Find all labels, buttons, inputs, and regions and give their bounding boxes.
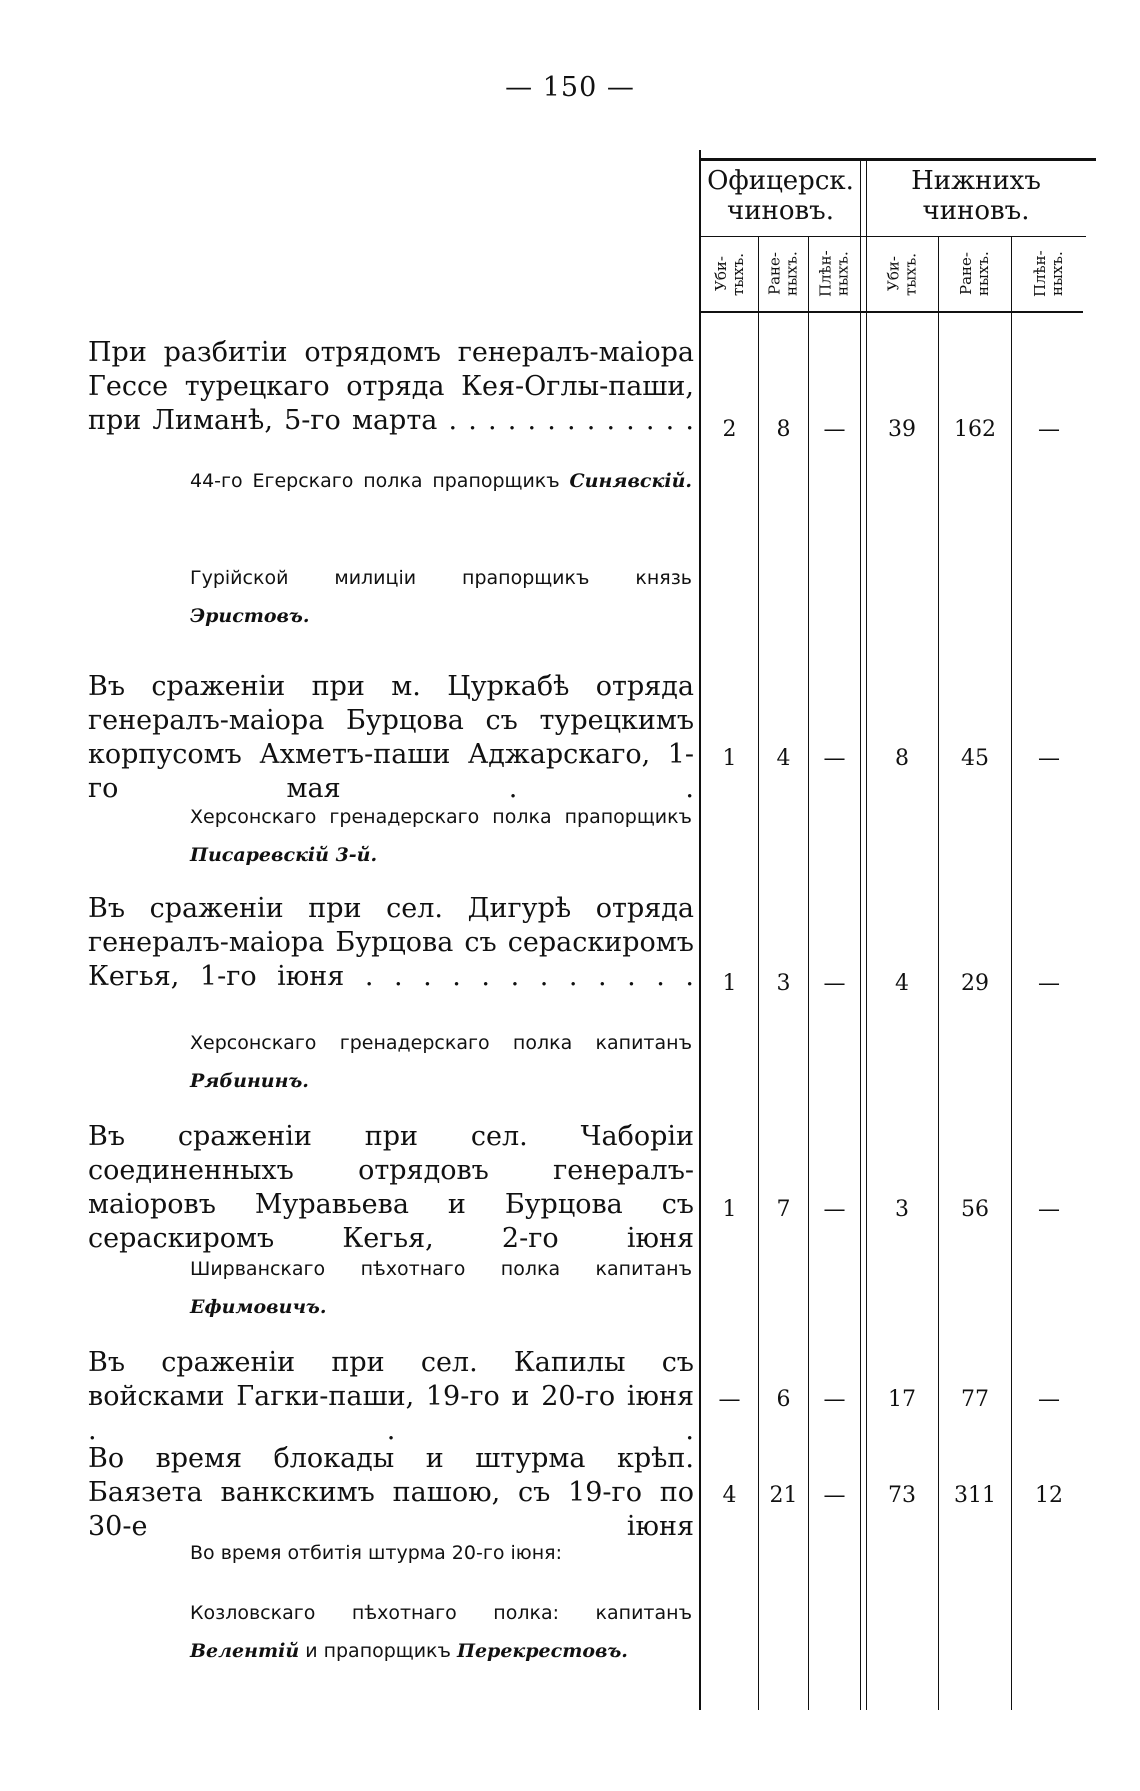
group-rule-b: [866, 160, 867, 1710]
casualty-6a-mid: и прапорщикъ: [305, 1640, 451, 1662]
row-6-lower-killed: 73: [888, 1483, 916, 1508]
col-rule-4: [938, 236, 939, 1710]
casualty-6-note: Во время отбитія штурма 20-го іюня:: [190, 1542, 563, 1564]
subheader-lower-captured: Плѣн-ныхъ.: [1031, 250, 1066, 298]
entry-1-text: При разбитіи отрядомъ генералъ-маіора Гессе турецкаго отряда Кея-Оглы-паши, при Лиманѣ, 5-го марта . . . . . . . . . . . . .: [88, 337, 694, 436]
col-rule-1: [758, 236, 759, 1710]
row-5-lower-wounded: 77: [961, 1387, 989, 1412]
row-2-lower-killed: 8: [895, 746, 909, 771]
page-number: — 150 —: [505, 72, 635, 103]
casualty-6a-name1: Велентій: [190, 1640, 300, 1662]
casualty-6a-name2: Перекрестовъ.: [457, 1640, 628, 1662]
casualty-6a-prefix: Козловскаго пѣхотнаго полка: капитанъ: [190, 1602, 692, 1624]
row-1-lower-captured: —: [1038, 417, 1060, 442]
row-2-officers-killed: 1: [722, 746, 737, 771]
row-4-officers-killed: 1: [722, 1197, 737, 1222]
table-top-rule: [700, 158, 1096, 161]
row-1-lower-killed: 39: [888, 417, 916, 442]
row-1-officers-captured: —: [823, 417, 846, 442]
col-rule-2: [808, 236, 809, 1710]
row-5-officers-captured: —: [823, 1387, 846, 1412]
casualty-4a-name: Ефимовичъ.: [190, 1296, 327, 1318]
row-3-lower-wounded: 29: [961, 971, 989, 996]
row-5-officers-killed: —: [718, 1387, 741, 1412]
row-3-officers-captured: —: [823, 971, 846, 996]
row-5-lower-captured: —: [1038, 1387, 1060, 1412]
subheader-officers-wounded: Ране-ныхъ.: [765, 251, 801, 297]
row-6-lower-wounded: 311: [954, 1483, 996, 1508]
casualty-4a-prefix: Ширванскаго пѣхотнаго полка капитанъ: [190, 1258, 692, 1280]
row-6-officers-killed: 4: [722, 1483, 737, 1508]
row-3-officers-killed: 1: [722, 971, 737, 996]
row-6-officers-captured: —: [823, 1483, 846, 1508]
row-2-lower-captured: —: [1038, 746, 1060, 771]
col-rule-5: [1011, 236, 1012, 1710]
casualty-1a: [190, 462, 692, 538]
subheader-officers-captured: Плѣн-ныхъ.: [816, 250, 852, 298]
entry-6-text: Во время блокады и штурма крѣп. Баязета ванкскимъ пашою, съ 19-го по 30-е іюня: [88, 1443, 694, 1542]
table-left-rule: [699, 150, 701, 1710]
casualty-2a-name: Писаревскій 3-й.: [190, 844, 378, 866]
entry-4-text: Въ сраженіи при сел. Чаборіи соединенныхъ отрядовъ генералъ-маіоровъ Муравьева и Бурцова съ сераскиромъ Кегья, 2-го іюня: [88, 1121, 694, 1254]
casualty-2a-prefix: Херсонскаго гренадерскаго полка прапорщикъ: [190, 806, 692, 828]
subheader-lower-wounded: Ране-ныхъ.: [957, 251, 992, 297]
row-2-lower-wounded: 45: [961, 746, 989, 771]
row-3-lower-captured: —: [1038, 971, 1060, 996]
group-rule-a: [860, 160, 861, 1710]
entry-5-text: Въ сраженіи при сел. Капилы съ войсками Гагки-паши, 19-го и 20-го іюня . . .: [88, 1347, 694, 1446]
casualty-3a-name: Рябининъ.: [190, 1070, 309, 1092]
row-6-lower-captured: 12: [1035, 1483, 1063, 1508]
row-2-officers-captured: —: [823, 746, 846, 771]
row-3-lower-killed: 4: [895, 971, 909, 996]
row-4-officers-wounded: 7: [776, 1197, 791, 1222]
casualty-1a-prefix: 44-го Егерскаго полка прапорщикъ: [190, 470, 560, 492]
row-1-officers-wounded: 8: [776, 417, 791, 442]
casualty-1a-name: Синявскій.: [569, 470, 692, 492]
row-4-lower-killed: 3: [895, 1197, 909, 1222]
row-5-lower-killed: 17: [888, 1387, 916, 1412]
row-4-lower-captured: —: [1038, 1197, 1060, 1222]
casualty-3a: [190, 1024, 692, 1100]
casualty-4a: [190, 1250, 692, 1326]
row-1-lower-wounded: 162: [954, 417, 996, 442]
row-5-officers-wounded: 6: [776, 1387, 791, 1412]
entry-3-text: Въ сраженіи при сел. Дигурѣ отряда генералъ-маіора Бурцова съ сераскиромъ Кегья, 1-го іюня . . . . . . . . . . . .: [88, 893, 694, 992]
row-4-officers-captured: —: [823, 1197, 846, 1222]
casualty-3a-prefix: Херсонскаго гренадерскаго полка капитанъ: [190, 1032, 692, 1054]
casualty-6a: [190, 1594, 692, 1670]
row-2-officers-wounded: 4: [776, 746, 791, 771]
header-lower-ranks: Нижнихъ чиновъ.: [911, 166, 1041, 226]
header-officers: Офицерск. чиновъ.: [707, 166, 854, 226]
casualty-1b-name: Эристовъ.: [190, 605, 310, 627]
row-3-officers-wounded: 3: [776, 971, 791, 996]
casualty-2a: [190, 798, 692, 874]
casualty-1b-prefix: Гурійской милиціи прапорщикъ князь: [190, 567, 692, 589]
row-6-officers-wounded: 21: [769, 1483, 798, 1508]
row-1-officers-killed: 2: [722, 417, 737, 442]
subheader-lower-killed: Уби-тыхъ.: [884, 252, 920, 296]
casualty-1b: [190, 559, 692, 635]
subheader-officers-killed: Уби-тыхъ.: [712, 252, 747, 296]
entry-2-text: Въ сраженіи при м. Цуркабѣ отряда генералъ-маіора Бурцова съ турецкимъ корпусомъ Ахметъ-паши Аджарскаго, 1-го мая . .: [88, 671, 694, 804]
row-4-lower-wounded: 56: [961, 1197, 989, 1222]
